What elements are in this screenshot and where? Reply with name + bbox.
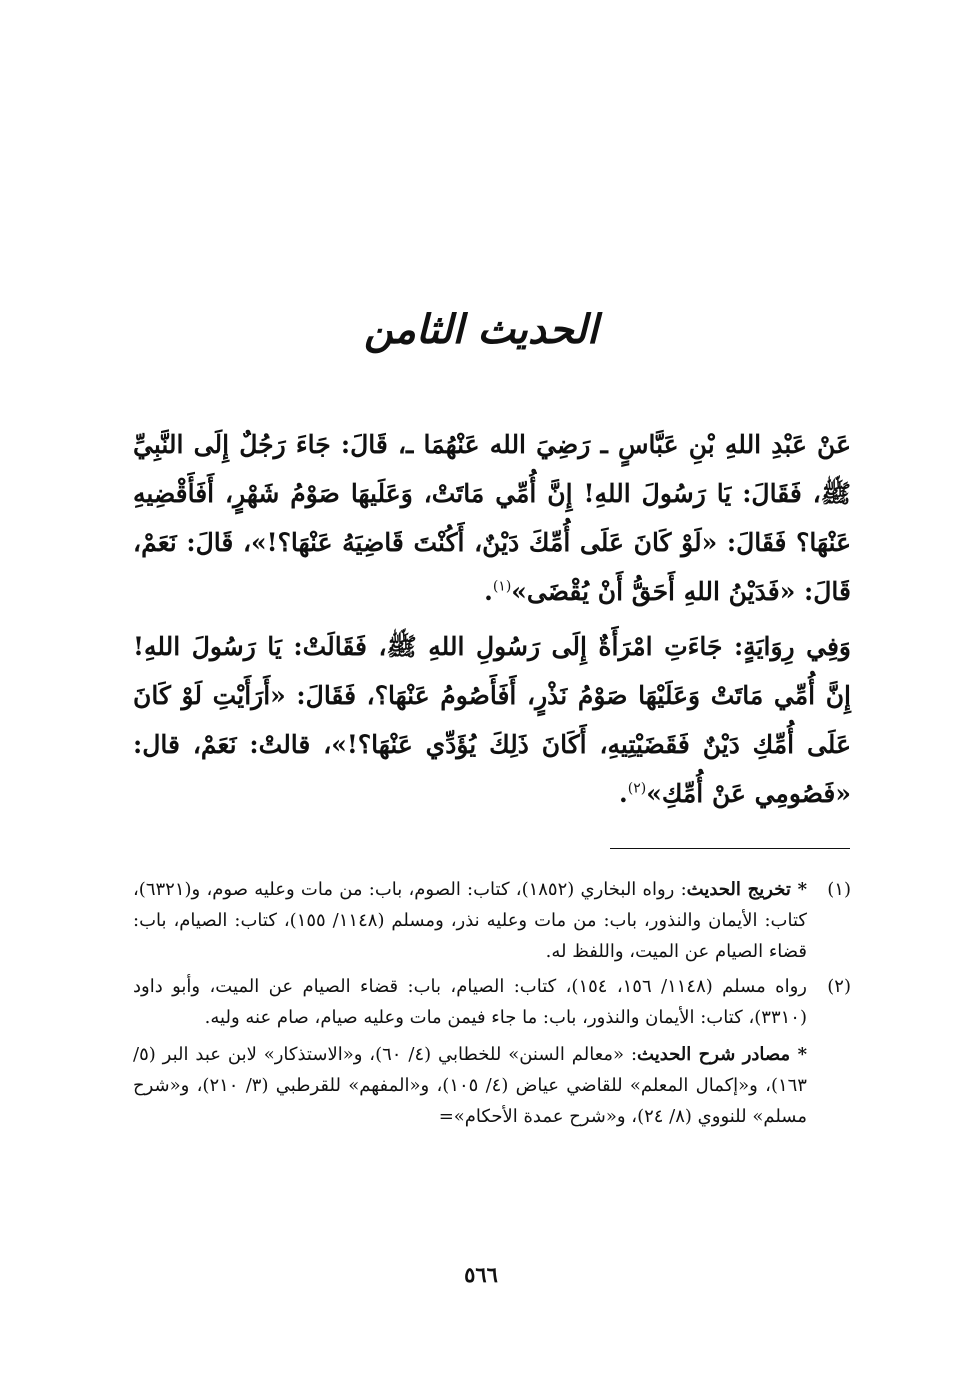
- footnotes: [133, 874, 851, 1132]
- footnote-1-number: (١): [827, 879, 851, 900]
- hadith-text: [133, 420, 851, 818]
- hadith-paragraph-2: [133, 622, 851, 818]
- footnote-ref-1: (١): [492, 578, 512, 595]
- footnote-2: [133, 971, 851, 1033]
- footnote-1-body: [133, 874, 807, 967]
- chapter-title: الحديث الثامن: [364, 306, 598, 353]
- footnote-ref-2: (٢): [627, 780, 647, 797]
- footnote-2-text: رواه مسلم (١١٤٨/ ١٥٦، ١٥٤)، كتاب: الصيام، باب: قضاء الصيام عن الميت، وأبو داود (٣٣١٠)، كتاب: الأيمان والنذور، باب: ما جاء فيمن مات وعليه صيام، صام عنه وليه.: [133, 976, 807, 1028]
- paragraph-2-end: .: [619, 779, 628, 808]
- footnote-1: [133, 874, 851, 967]
- footnote-2-number: (٢): [827, 976, 851, 997]
- paragraph-1-end: .: [484, 577, 493, 606]
- footnote-1-label: * تخريج الحديث: [686, 879, 808, 900]
- footnote-1-text: : رواه البخاري (١٨٥٢)، كتاب: الصوم، باب: من مات وعليه صوم، و(٦٣٢١)، كتاب: الأيمان والنذور، باب: من مات وعليه نذر، ومسلم (١١٤٨/ ١٥٥)، كتاب: الصيام، باب: قضاء الصيام عن الميت، واللفظ له.: [133, 879, 807, 962]
- hadith-paragraph-2-text: وَفِي رِوَايَةٍ: جَاءَتِ امْرَأَةٌ إِلَى رَسُولِ اللهِ ﷺ، فَقَالَتْ: يَا رَسُولَ اللهِ! إِنَّ أُمِّي مَاتَتْ وَعَلَيْهَا صَوْمُ نَذْرٍ، أَفَأَصُومُ عَنْهَا؟، فَقَالَ: «أَرَأَيْتِ لَوْ كَانَ عَلَى أُمِّكِ دَيْنٌ فَقَضَيْتِيهِ، أَكَانَ ذَلِكَ يُؤَدِّي عَنْهَا؟!»، قالتْ: نَعَمْ، قال: «فَصُومِي عَنْ أُمِّكِ»: [133, 632, 851, 808]
- sources-label: * مصادر شرح الحديث: [637, 1044, 808, 1065]
- page-number: ٥٦٦: [464, 1262, 498, 1287]
- hadith-paragraph-1: [133, 420, 851, 616]
- footnote-divider: [610, 848, 850, 849]
- sources-note: [133, 1039, 851, 1132]
- sources-text: : «معالم السنن» للخطابي (٤/ ٦٠)، و«الاستذكار» لابن عبد البر (٥/ ١٦٣)، و«إكمال المعلم» للقاضي عياض (٤/ ١٠٥)، و«المفهم» للقرطبي (٣/ ٢١٠)، و«شرح مسلم» للنووي (٨/ ٢٤)، و«شرح عمدة الأحكام»=: [133, 1044, 807, 1127]
- hadith-paragraph-1-text: عَنْ عَبْدِ اللهِ بْنِ عَبَّاسٍ ـ رَضِيَ الله عَنْهُمَا ـ، قَالَ: جَاءَ رَجُلٌ إِلَى النَّبِيِّ ﷺ، فَقَالَ: يَا رَسُولَ اللهِ! إِنَّ أُمِّي مَاتَتْ، وَعَلَيهَا صَوْمُ شَهْرٍ، أَفَأَقْضِيهِ عَنْهَا؟ فَقَالَ: «لَوْ كَانَ عَلَى أُمِّكَ دَيْنٌ، أَكُنْتَ قَاضِيَهُ عَنْهَا؟!»، قَالَ: نَعَمْ، قَالَ: «فَدَيْنُ اللهِ أَحَقُّ أَنْ يُقْضَى»: [133, 430, 851, 606]
